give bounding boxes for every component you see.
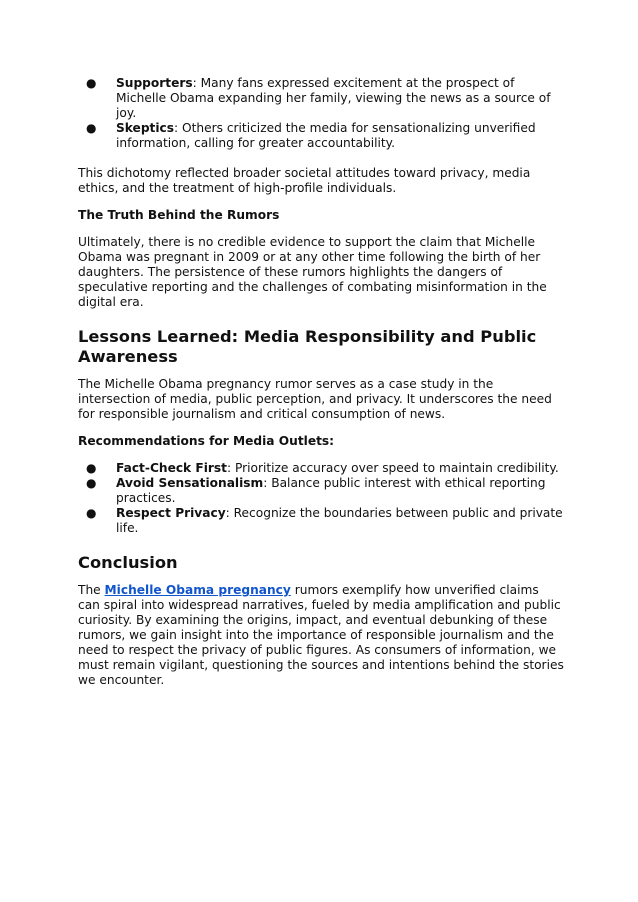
list-item-text: : Many fans expressed excitement at the prospect of Michelle Obama expanding her family, viewing the news as a source of joy. xyxy=(116,76,551,120)
conclusion-heading: Conclusion xyxy=(78,553,178,572)
bullet-icon: ● xyxy=(86,506,97,520)
bullet-icon: ● xyxy=(86,476,97,490)
lessons-heading: Lessons Learned: Media Responsibility and Public Awareness xyxy=(78,327,537,366)
truth-subheading: The Truth Behind the Rumors xyxy=(78,208,280,222)
truth-paragraph: Ultimately, there is no credible evidence to support the claim that Michelle Obama was pregnant in 2009 or at any other time following the birth of her daughters. The persistence of these rumors highlights the dangers of speculative reporting and the challenges of combating misinformation in the digital era. xyxy=(78,235,547,309)
list-item-term: Fact-Check First xyxy=(116,461,227,475)
bullet-icon: ● xyxy=(86,121,97,135)
list-item xyxy=(86,461,564,476)
reaction-list xyxy=(78,76,564,151)
conclusion-paragraph xyxy=(78,583,564,688)
list-item-term: Avoid Sensationalism xyxy=(116,476,264,490)
recommendations-subheading: Recommendations for Media Outlets: xyxy=(78,434,335,448)
list-item xyxy=(86,506,564,536)
conclusion-text: rumors exemplify how unverified claims can spiral into widespread narratives, fueled by media amplification and public curiosity. By examining the origins, impact, and eventual debunking of these rumors, we gain insight into the importance of responsible journalism and the need to respect the privacy of public figures. As consumers of information, we must remain vigilant, questioning the sources and intentions behind the stories we encounter. xyxy=(78,583,564,687)
lessons-paragraph: The Michelle Obama pregnancy rumor serves as a case study in the intersection of media, public perception, and privacy. It underscores the need for responsible journalism and critical consumption of news. xyxy=(78,377,552,421)
document-body xyxy=(78,76,564,688)
list-item xyxy=(86,476,564,506)
list-item xyxy=(86,76,564,121)
recommendations-list xyxy=(78,461,564,536)
bullet-icon: ● xyxy=(86,461,97,475)
conclusion-prefix: The xyxy=(78,583,105,597)
list-item-text: : Balance public interest with ethical reporting practices. xyxy=(116,476,546,505)
list-item-text: : Recognize the boundaries between public and private life. xyxy=(116,506,563,535)
dichotomy-paragraph: This dichotomy reflected broader societal attitudes toward privacy, media ethics, and the treatment of high-profile individuals. xyxy=(78,166,531,195)
list-item xyxy=(86,121,564,151)
bullet-icon: ● xyxy=(86,76,97,90)
michelle-obama-pregnancy-link[interactable]: Michelle Obama pregnancy xyxy=(104,583,291,597)
list-item-term: Supporters xyxy=(116,76,193,90)
list-item-term: Respect Privacy xyxy=(116,506,226,520)
list-item-text: : Prioritize accuracy over speed to maintain credibility. xyxy=(227,461,559,475)
list-item-text: : Others criticized the media for sensationalizing unverified information, calling for greater accountability. xyxy=(116,121,536,150)
list-item-term: Skeptics xyxy=(116,121,175,135)
